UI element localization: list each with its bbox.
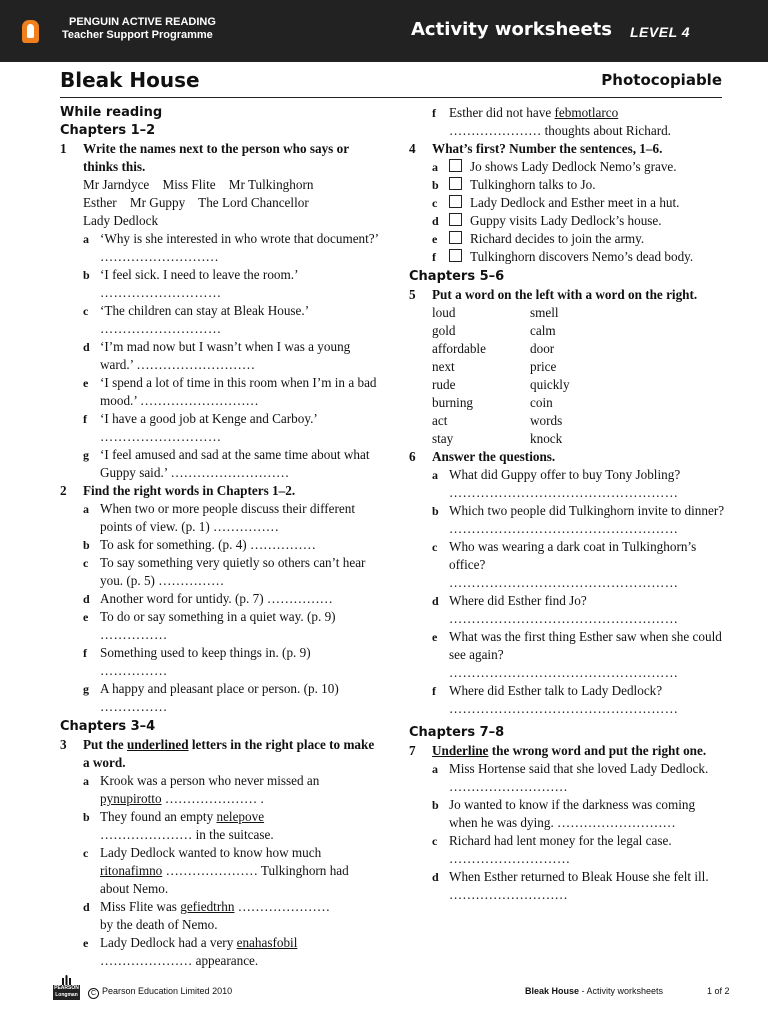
q4-item-d: d Guppy visits Lady Dedlock’s house. [432, 213, 662, 228]
q6-item-d: d Where did Esther find Jo? …………………………………………… [432, 593, 679, 626]
brand-line1: PENGUIN ACTIVE READING [69, 16, 216, 28]
question-5: 5 Put a word on the left with a word on the right. [409, 287, 698, 302]
q2-item-g: g A happy and pleasant place or person. (p. 10) …………… [83, 681, 339, 714]
q1-item-b: b ‘I feel sick. I need to leave the room.’ ……………………… [83, 267, 299, 300]
question-number: 1 [60, 141, 67, 156]
q3-item-c: c Lady Dedlock wanted to know how much ritonafimno ………………… Tulkinghorn had about Nemo. [83, 845, 349, 896]
page-number: 1 of 2 [707, 986, 730, 996]
q7-item-d: d When Esther returned to Bleak House she felt ill. ……………………… [432, 869, 709, 902]
section-chapters-5-6: Chapters 5–6 [409, 269, 505, 284]
q2-item-c: c To say something very quietly so others can’t hear you. (p. 5) …………… [83, 555, 366, 588]
copyright-icon: C [88, 988, 99, 999]
copyright: C Pearson Education Limited 2010 [88, 986, 232, 999]
pearson-logo-text: PEARSON Longman [54, 985, 79, 998]
q3-item-b: b They found an empty nelepove ………………… in the suitcase. [83, 809, 274, 842]
answer-checkbox[interactable] [449, 213, 462, 226]
section-chapters-1-2: Chapters 1–2 [60, 123, 156, 138]
footer [0, 975, 768, 1005]
names-line-2: Esther Mr Guppy The Lord Chancellor [83, 195, 309, 210]
q6-item-a: a What did Guppy offer to buy Tony Jobling? …………………………………………… [432, 467, 681, 500]
q3-item-d: d Miss Flite was gefiedtrhn ………………… by the death of Nemo. [83, 899, 331, 932]
q2-item-f: f Something used to keep things in. (p. 9) …………… [83, 645, 311, 678]
q7-item-b: b Jo wanted to know if the darkness was coming when he was dying. ……………………… [432, 797, 696, 830]
question-4: 4 What’s first? Number the sentences, 1–6. [409, 141, 663, 156]
penguin-logo-icon [22, 20, 39, 43]
q1-item-e: e ‘I spend a lot of time in this room when I’m in a bad mood.’ ……………………… [83, 375, 377, 408]
q3-item-f: f Esther did not have febmotlarco ………………… thoughts about Richard. [432, 105, 671, 138]
word-pair-row: loud smell [432, 305, 559, 320]
word-pair-row: gold calm [432, 323, 556, 338]
photocopiable-label: Photocopiable [601, 71, 722, 89]
q2-item-b: b To ask for something. (p. 4) …………… [83, 537, 316, 552]
word-pair-row: burning coin [432, 395, 553, 410]
level-label: LEVEL 4 [630, 24, 691, 40]
page-title: Bleak House [60, 68, 200, 92]
pearson-logo-icon [61, 975, 72, 985]
footer-book-title: Bleak House - Activity worksheets [525, 986, 664, 996]
answer-checkbox[interactable] [449, 231, 462, 244]
question-1 [60, 140, 380, 176]
question-6: 6 Answer the questions. [409, 449, 556, 464]
word-pairs [409, 304, 725, 448]
q1-item-f: f ‘I have a good job at Kenge and Carboy.’ ……………………… [83, 411, 318, 444]
word-pair-row: next price [432, 359, 557, 374]
q6-item-b: b Which two people did Tulkinghorn invite to dinner? …………………………………………… [432, 503, 725, 536]
q2-item-d: d Another word for untidy. (p. 7) …………… [83, 591, 333, 606]
answer-checkbox[interactable] [449, 249, 462, 262]
question-7: 7 Underline the wrong word and put the right one. [409, 743, 707, 758]
q4-item-c: c Lady Dedlock and Esther meet in a hut. [432, 195, 680, 210]
names-line-1: Mr Jarndyce Miss Flite Mr Tulkinghorn [83, 177, 314, 192]
brand-line2: Teacher Support Programme [62, 29, 213, 41]
q6-item-e: e What was the first thing Esther saw when she could see again? …………………………………………… [432, 629, 722, 680]
question-text: Write the names next to the person who says or thinks this. [83, 141, 349, 174]
answer-checkbox[interactable] [449, 177, 462, 190]
q1-item-d: d ‘I’m mad now but I wasn’t when I was a young ward.’ ……………………… [83, 339, 351, 372]
q4-item-b: b Tulkinghorn talks to Jo. [432, 177, 596, 192]
q1-item-a: a ‘Why is she interested in who wrote that document?’ ……………………… [83, 231, 379, 264]
word-pair-row: rude quickly [432, 377, 570, 392]
names-line-3: Lady Dedlock [83, 213, 159, 228]
right-column [409, 104, 725, 904]
question-2: 2 Find the right words in Chapters 1–2. [60, 483, 296, 498]
section-chapters-3-4: Chapters 3–4 [60, 719, 156, 734]
answer-checkbox[interactable] [449, 195, 462, 208]
word-pair-row: stay knock [432, 431, 563, 446]
header-bar [0, 0, 768, 62]
q4-item-e: e Richard decides to join the army. [432, 231, 645, 246]
q2-item-a: a When two or more people discuss their different points of view. (p. 1) …………… [83, 501, 356, 534]
header-title: Activity worksheets [411, 19, 612, 40]
brand-text [62, 16, 216, 42]
q3-item-a: a Krook was a person who never missed an pynupirotto ………………… . [83, 773, 320, 806]
pearson-logo [53, 975, 80, 1001]
question-3: 3 Put the underlined letters in the right place to make a word. [60, 737, 375, 770]
section-chapters-7-8: Chapters 7–8 [409, 725, 505, 740]
q2-item-e: e To do or say something in a quiet way. (p. 9) …………… [83, 609, 336, 642]
q6-item-f: f Where did Esther talk to Lady Dedlock? …………………………………………… [432, 683, 679, 716]
q7-item-a: a Miss Hortense said that she loved Lady Dedlock. ……………………… [432, 761, 709, 794]
q7-item-c: c Richard had lent money for the legal case. ……………………… [432, 833, 672, 866]
word-pair-row: affordable door [432, 341, 555, 356]
q4-item-f: f Tulkinghorn discovers Nemo’s dead body. [432, 249, 694, 264]
q6-item-c: c Who was wearing a dark coat in Tulkinghorn’s office? …………………………………………… [432, 539, 697, 590]
answer-checkbox[interactable] [449, 159, 462, 172]
title-divider [60, 97, 722, 98]
q3-item-e: e Lady Dedlock had a very enahasfobil ………………… appearance. [83, 935, 298, 968]
word-pair-row: act words [432, 413, 563, 428]
left-column [60, 104, 380, 970]
q1-item-g: g ‘I feel amused and sad at the same time about what Guppy said.’ ……………………… [83, 447, 370, 480]
section-while-reading: While reading [60, 105, 163, 120]
q1-item-c: c ‘The children can stay at Bleak House.’ ……………………… [83, 303, 310, 336]
q4-item-a: a Jo shows Lady Dedlock Nemo’s grave. [432, 159, 677, 174]
